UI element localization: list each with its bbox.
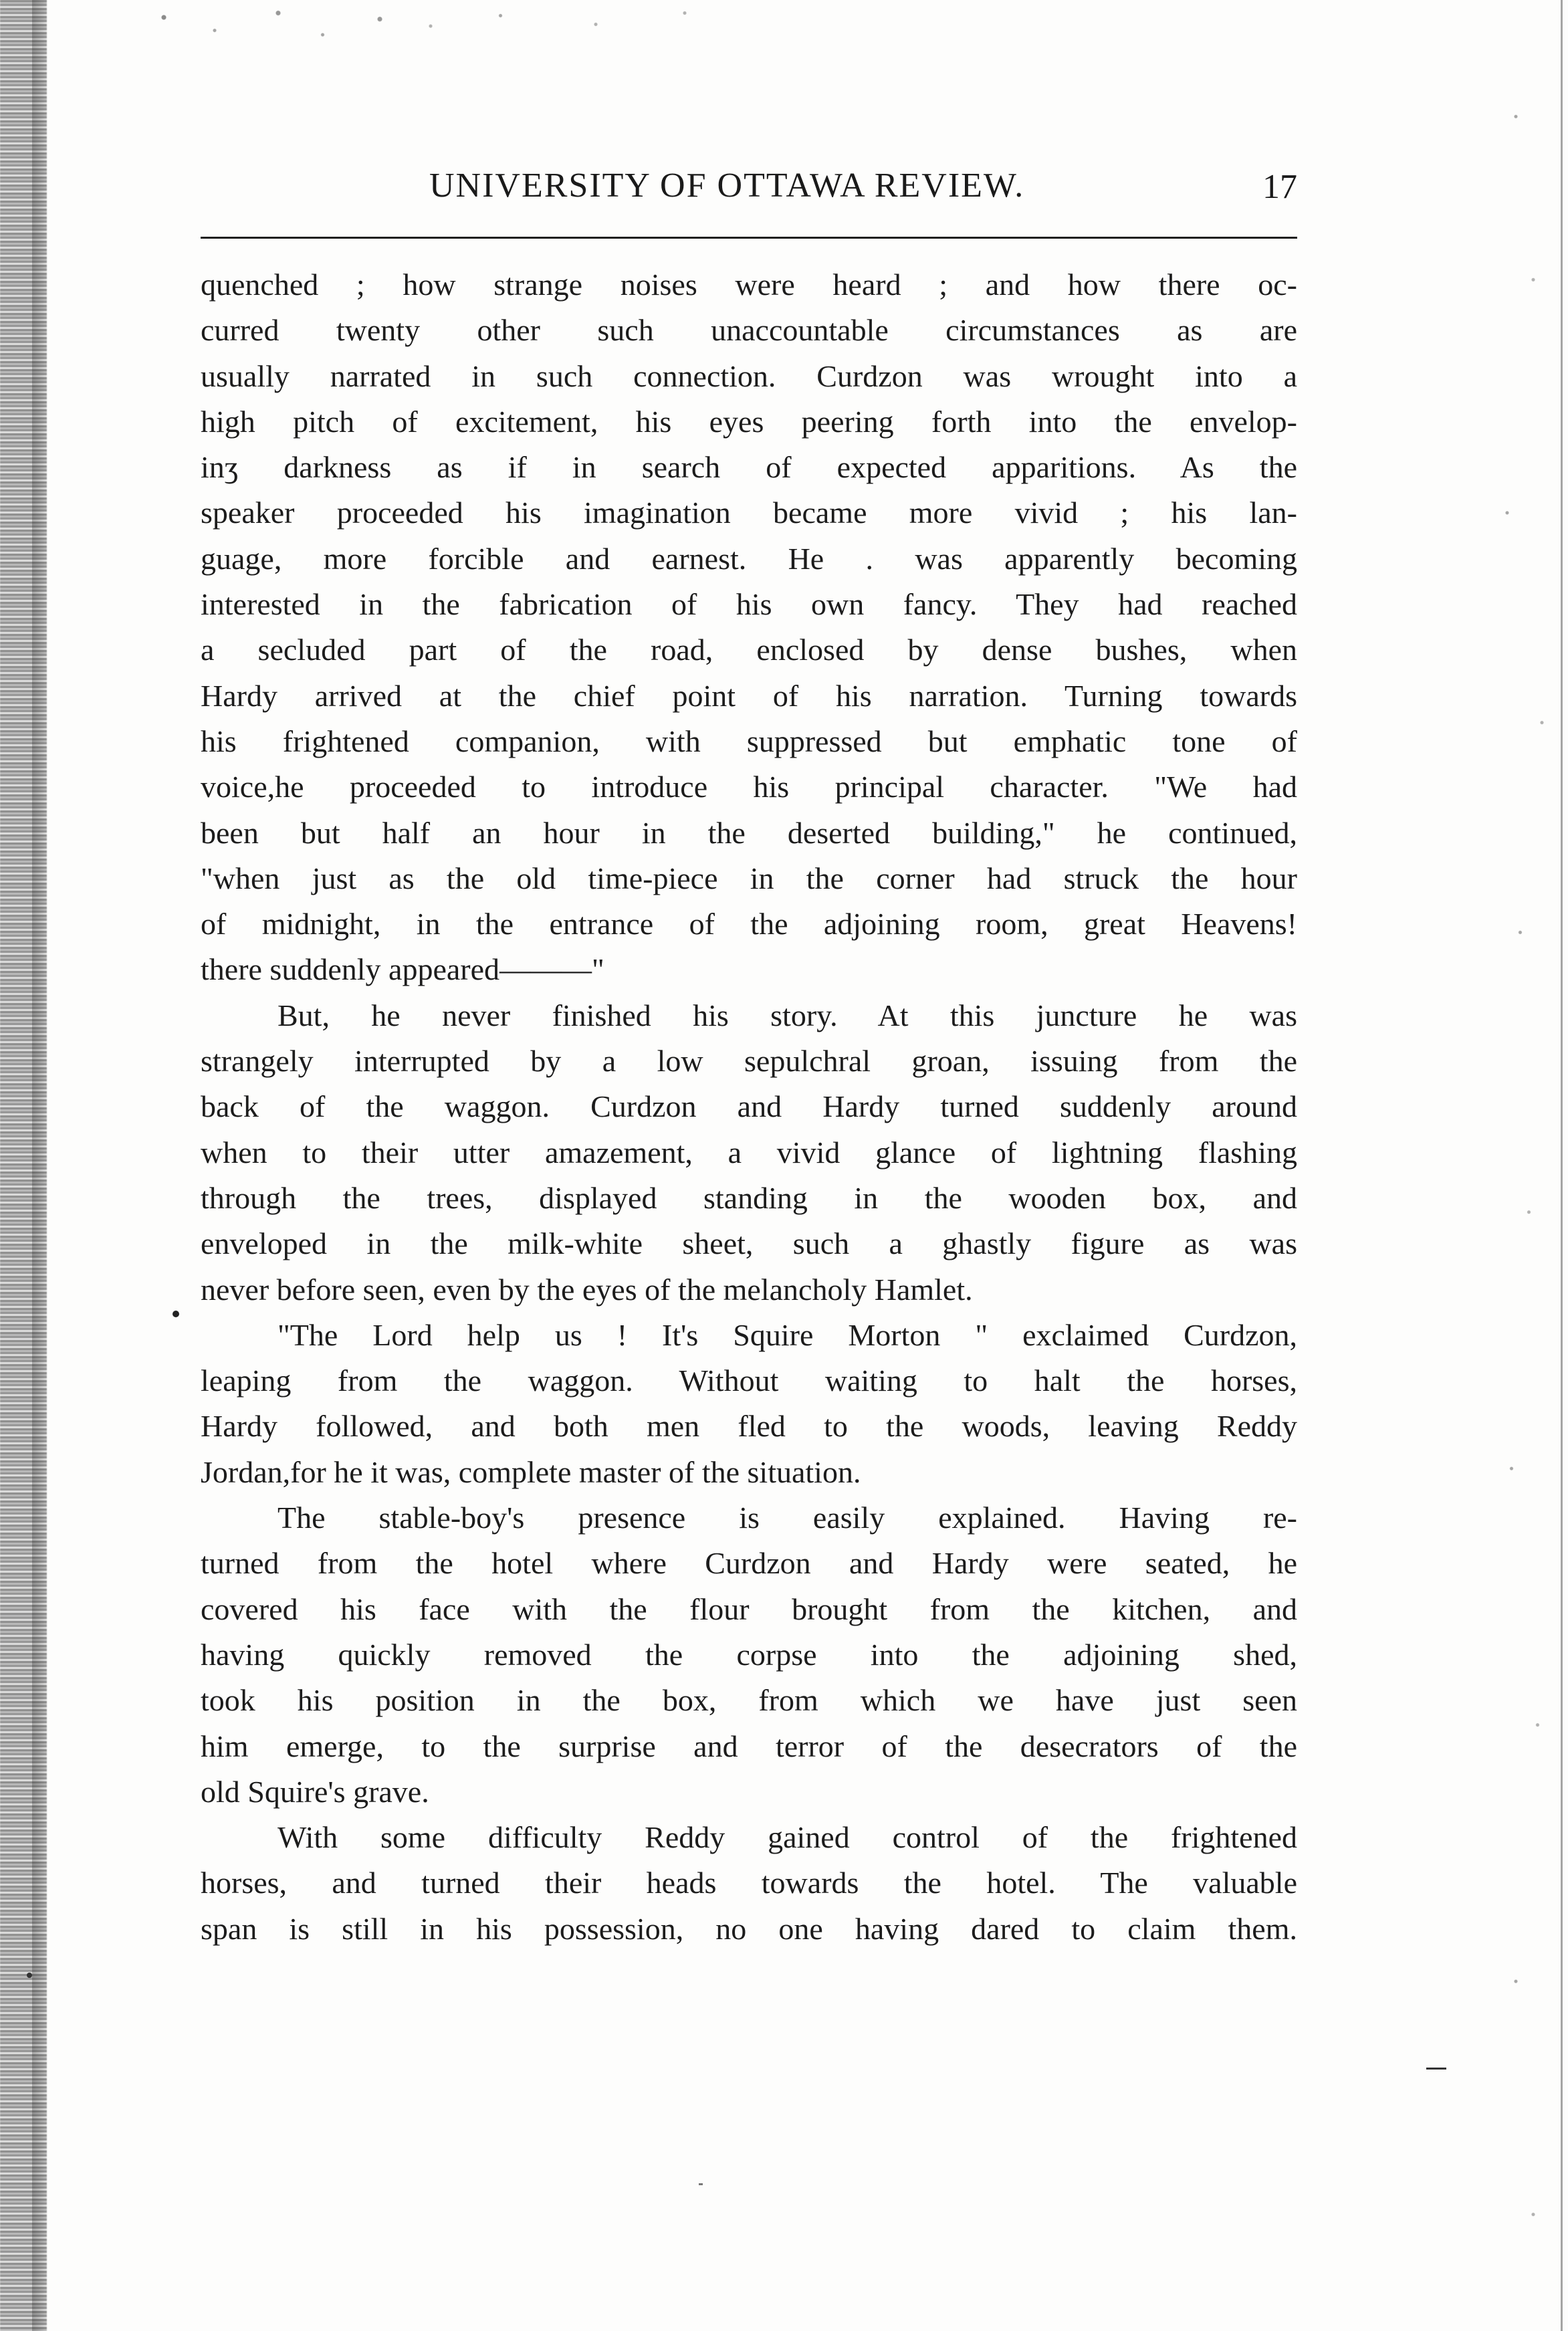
text-line: strangely interrupted by a low sepulchral groan, issuing from the: [201, 1044, 1297, 1079]
bottom-speck: [699, 2183, 703, 2185]
text-line: "when just as the old time-piece in the corner had struck the hour: [201, 861, 1297, 895]
text-line: curred twenty other such unaccountable circumstances as are: [201, 313, 1297, 348]
text-line: never before seen, even by the eyes of the melancholy Hamlet.: [201, 1272, 973, 1307]
right-edge-specks: [1481, 0, 1568, 2331]
text-line: took his position in the box, from which we have just seen: [201, 1683, 1297, 1718]
text-line: turned from the hotel where Curdzon and Hardy were seated, he: [201, 1546, 1297, 1581]
text-line: usually narrated in such connection. Curdzon was wrought into a: [201, 358, 1297, 393]
text-line: been but half an hour in the deserted building," he continued,: [201, 815, 1297, 850]
text-line: covered his face with the flour brought from the kitchen, and: [201, 1591, 1297, 1626]
text-line: Hardy followed, and both men fled to the woods, leaving Reddy: [201, 1409, 1297, 1444]
text-line: old Squire's grave.: [201, 1774, 429, 1809]
text-line: The stable-boy's presence is easily explained. Having re-: [277, 1501, 1297, 1535]
text-line: speaker proceeded his imagination became more vivid ; his lan-: [201, 495, 1297, 530]
body-text: [201, 262, 1297, 1952]
text-line: him emerge, to the surprise and terror of the desecrators of the: [201, 1729, 1297, 1763]
text-line: when to their utter amazement, a vivid glance of lightning flashing: [201, 1135, 1297, 1170]
running-head: [201, 160, 1297, 221]
text-line: interested in the fabrication of his own fancy. They had reached: [201, 587, 1297, 622]
text-line: having quickly removed the corpse into the adjoining shed,: [201, 1637, 1297, 1672]
text-line: guage, more forcible and earnest. He . was apparently becoming: [201, 541, 1297, 576]
text-line: Jordan,for he it was, complete master of the situation.: [201, 1454, 861, 1489]
text-line: Hardy arrived at the chief point of his narration. Turning towards: [201, 678, 1297, 713]
right-edge-line: [1561, 0, 1563, 2331]
margin-bullet-mark: [173, 1311, 179, 1317]
text-line: his frightened companion, with suppressed but emphatic tone of: [201, 724, 1297, 758]
text-line: a secluded part of the road, enclosed by dense bushes, when: [201, 633, 1297, 667]
text-line: through the trees, displayed standing in the wooden box, and: [201, 1180, 1297, 1215]
text-line: inʒ darkness as if in search of expected apparitions. As the: [201, 450, 1297, 485]
binding-shadow: [32, 0, 47, 2331]
text-line: back of the waggon. Curdzon and Hardy turned suddenly around: [201, 1089, 1297, 1124]
text-line: horses, and turned their heads towards the hotel. The valuable: [201, 1866, 1297, 1900]
margin-dash-mark: [1426, 2068, 1446, 2070]
running-title: UNIVERSITY OF OTTAWA REVIEW.: [429, 166, 1025, 205]
page-number: 17: [1262, 168, 1297, 206]
top-scan-specks: [100, 0, 736, 87]
text-line: leaping from the waggon. Without waiting to halt the horses,: [201, 1363, 1297, 1398]
header-rule: [201, 237, 1297, 239]
text-line: With some difficulty Reddy gained control of the frightened: [277, 1820, 1297, 1855]
text-line: of midnight, in the entrance of the adjoining room, great Heavens!: [201, 907, 1297, 941]
text-line: enveloped in the milk-white sheet, such a ghastly figure as was: [201, 1226, 1297, 1261]
text-line: high pitch of excitement, his eyes peering forth into the envelop-: [201, 404, 1297, 439]
margin-dot: [27, 1973, 32, 1978]
text-line: there suddenly appeared———": [201, 952, 604, 987]
text-line: But, he never finished his story. At this juncture he was: [277, 998, 1297, 1032]
text-line: quenched ; how strange noises were heard ; and how there oc-: [201, 267, 1297, 302]
text-line: span is still in his possession, no one having dared to claim them.: [201, 1911, 1297, 1946]
text-line: voice,he proceeded to introduce his principal character. "We had: [201, 770, 1297, 804]
text-line: "The Lord help us ! It's Squire Morton " exclaimed Curdzon,: [277, 1317, 1297, 1352]
